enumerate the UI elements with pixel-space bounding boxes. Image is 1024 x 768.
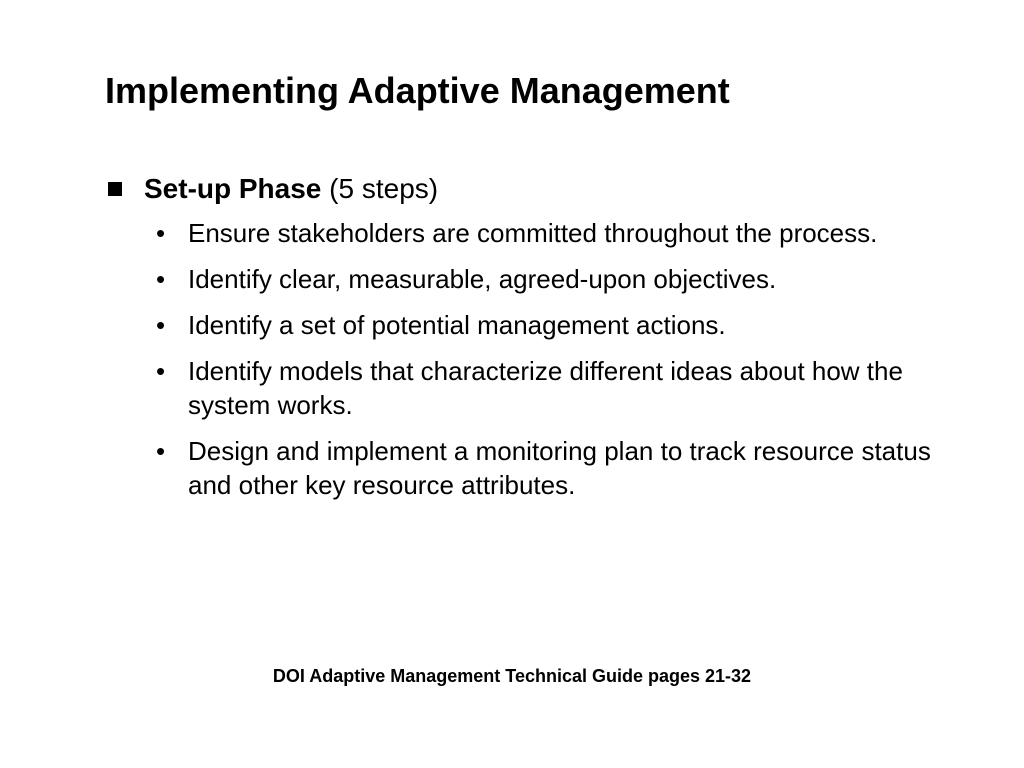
step-text: Identify a set of potential management actions. <box>188 310 726 340</box>
step-item <box>144 434 938 502</box>
steps-list <box>144 216 948 502</box>
step-text: Ensure stakeholders are committed throughout the process. <box>188 218 878 248</box>
step-text: Identify clear, measurable, agreed-upon objectives. <box>188 264 777 294</box>
dot-bullet-icon: • <box>156 356 166 386</box>
step-text: Design and implement a monitoring plan to track resource status and other key resource attributes. <box>188 436 931 500</box>
step-text: Identify models that characterize different ideas about how the system works. <box>188 356 903 420</box>
slide-footer: DOI Adaptive Management Technical Guide pages 21-32 <box>272 666 752 686</box>
dot-bullet-icon: • <box>156 264 166 294</box>
square-bullet-icon <box>108 182 122 196</box>
step-item <box>144 216 938 250</box>
step-item <box>144 308 938 342</box>
slide-title: Implementing Adaptive Management <box>105 70 730 111</box>
bullet-list <box>108 170 948 514</box>
step-item <box>144 262 938 296</box>
section-setup-phase <box>108 170 948 502</box>
dot-bullet-icon: • <box>156 436 166 466</box>
section-heading-rest: (5 steps) <box>321 173 439 204</box>
section-heading-bold: Set-up Phase <box>144 173 322 204</box>
dot-bullet-icon: • <box>156 218 166 248</box>
dot-bullet-icon: • <box>156 310 166 340</box>
step-item <box>144 354 938 422</box>
